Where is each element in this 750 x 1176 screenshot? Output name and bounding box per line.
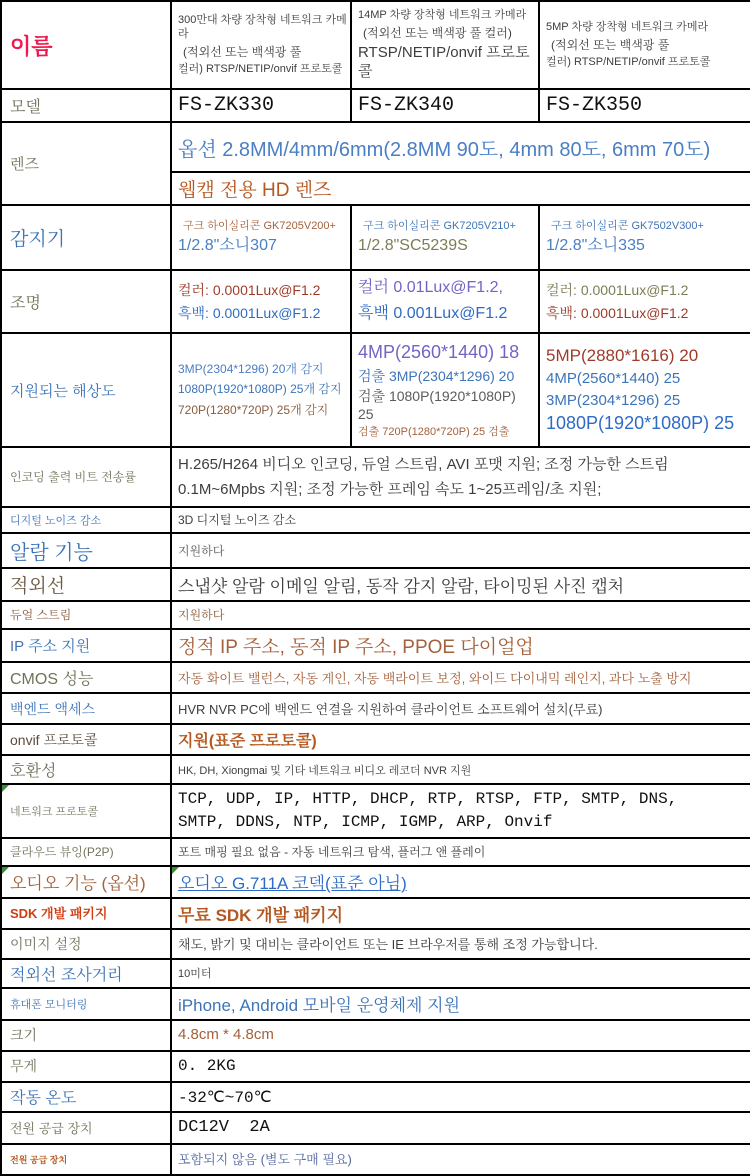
row-illumination (1, 270, 750, 333)
sensor-name: 1/2.8"SC5239S (358, 236, 468, 254)
row-weight (1, 1051, 750, 1082)
sdk-value: 무료 SDK 개발 패키지 (178, 905, 344, 925)
encoding-label: 인코딩 출력 비트 전송률 (10, 470, 136, 485)
illumination-label: 조명 (10, 295, 41, 313)
row-label-alarm (1, 533, 171, 568)
lens-webcam-value: 웹캠 전용 HD 렌즈 (178, 180, 332, 202)
lens-webcam-cell (171, 172, 750, 205)
image-settings-value: 채도, 밝기 및 대비는 클라이언트 또는 IE 브라우저를 통해 조정 가능합니다. (178, 936, 598, 952)
resolution-cell-zk350 (539, 333, 750, 447)
model-value-3 (539, 89, 750, 122)
encoding-line: H.265/H264 비디오 인코딩, 듀얼 스트림, AVI 포맷 지원; 조정 가능한 스트림 (178, 456, 669, 474)
compatibility-label: 호환성 (10, 763, 57, 781)
ir-distance-value-cell (171, 959, 750, 988)
row-name (1, 1, 750, 89)
sdk-value-cell (171, 898, 750, 929)
header-line: RTSP/NETIP/onvif 프로토콜 (358, 43, 530, 80)
ir-distance-value: 10미터 (178, 968, 212, 981)
row-cloud-viewing (1, 838, 750, 866)
size-value-cell (171, 1020, 750, 1051)
row-label-power-adapter-note (1, 1144, 171, 1175)
power-adapter-note-label: 전원 공급 장치 (10, 1155, 68, 1166)
power-adapter-note-value: 포함되지 않음 (별도 구매 필요) (178, 1152, 352, 1168)
infrared-label: 적외선 (10, 576, 66, 598)
mobile-monitoring-value: iPhone, Android 모바일 운영체제 지원 (178, 996, 461, 1016)
illumination-cell-zk350 (539, 270, 750, 333)
alarm-value: 지원하다 (178, 543, 225, 558)
header-cell-zk350 (539, 1, 750, 89)
power-supply-label: 전원 공급 장치 (10, 1120, 93, 1136)
row-label-image-settings (1, 929, 171, 959)
comment-marker-icon (172, 867, 179, 874)
weight-value: 0. 2KG (178, 1057, 236, 1076)
illumination-bw: 흑백: 0.0001Lux@F1.2 (546, 305, 689, 322)
audio-value-cell (171, 866, 750, 898)
resolution-line: 1080P(1920*1080P) 25 (546, 413, 735, 434)
header-cell-zk330 (171, 1, 351, 89)
sdk-label: SDK 개발 패키지 (10, 906, 108, 922)
sensor-cell-zk340 (351, 205, 539, 270)
row-label-compatibility (1, 755, 171, 784)
row-image-settings (1, 929, 750, 959)
backend-access-value: HVR NVR PC에 백엔드 연결을 지원하여 클라이언트 소프트웨어 설치(무료) (178, 701, 603, 717)
resolution-line: 1080P(1920*1080P) 25개 감지 (178, 382, 342, 397)
row-label-cmos (1, 662, 171, 693)
row-label-model (1, 89, 171, 122)
row-audio (1, 866, 750, 898)
row-label-onvif (1, 724, 171, 755)
row-ip-address (1, 629, 750, 662)
row-mobile-monitoring (1, 988, 750, 1020)
network-protocol-label: 네트워크 프로토콜 (10, 806, 99, 819)
model-number: FS-ZK340 (358, 94, 455, 118)
row-label-lens (1, 122, 171, 205)
cloud-viewing-label: 클라우드 뷰잉(P2P) (10, 844, 114, 859)
row-network-protocol (1, 784, 750, 838)
backend-access-label: 백엔드 액세스 (10, 700, 96, 717)
row-power-supply (1, 1112, 750, 1144)
row-resolution (1, 333, 750, 447)
name-label: 이름 (10, 33, 53, 59)
operating-temp-label: 작동 온도 (10, 1090, 77, 1108)
row-label-size (1, 1020, 171, 1051)
compatibility-value-cell (171, 755, 750, 784)
alarm-value-cell (171, 533, 750, 568)
infrared-value: 스냅샷 알람 이메일 알림, 동작 감지 알람, 타이밍된 사진 캡처 (178, 577, 625, 597)
resolution-cell-zk340 (351, 333, 539, 447)
model-number: FS-ZK350 (546, 94, 643, 118)
sensor-chip: 구크 하이실리콘 GK7502V300+ (551, 220, 704, 233)
infrared-value-cell (171, 568, 750, 601)
row-noise-reduction (1, 507, 750, 533)
onvif-value-cell (171, 724, 750, 755)
model-label: 모델 (10, 99, 41, 117)
cmos-value: 자동 화이트 밸런스, 자동 게인, 자동 백라이트 보정, 와이드 다이내믹 레인지, 과다 노출 방지 (178, 670, 692, 686)
row-compatibility (1, 755, 750, 784)
row-label-weight (1, 1051, 171, 1082)
header-line: 5MP 차량 장착형 네트워크 카메라 (546, 20, 709, 33)
row-alarm (1, 533, 750, 568)
resolution-line: 720P(1280*720P) 25개 감지 (178, 403, 329, 418)
power-adapter-note-value-cell (171, 1144, 750, 1175)
operating-temp-value: -32℃~70℃ (178, 1088, 272, 1107)
network-protocol-line: TCP, UDP, IP, HTTP, DHCP, RTP, RTSP, FTP, SMTP, DNS, (178, 790, 678, 809)
mobile-monitoring-label: 휴대폰 모니터링 (10, 998, 88, 1011)
row-encoding (1, 447, 750, 507)
resolution-line: 검출 1080P(1920*1080P) 25 (358, 387, 516, 422)
encoding-value-cell (171, 447, 750, 507)
noise-value-cell (171, 507, 750, 533)
row-backend-access (1, 693, 750, 724)
size-label: 크기 (10, 1027, 38, 1044)
row-sdk (1, 898, 750, 929)
dual-stream-label: 듀얼 스트림 (10, 608, 72, 623)
resolution-line: 4MP(2560*1440) 25 (546, 370, 681, 388)
sensor-chip: 구크 하이실리콘 GK7205V210+ (363, 220, 516, 233)
row-cmos (1, 662, 750, 693)
row-label-cloud-viewing (1, 838, 171, 866)
resolution-cell-zk330 (171, 333, 351, 447)
row-label-resolution (1, 333, 171, 447)
row-dual-stream (1, 601, 750, 629)
row-label-operating-temp (1, 1082, 171, 1112)
ir-distance-label: 적외선 조사거리 (10, 966, 123, 984)
comment-marker-icon (2, 867, 9, 874)
noise-label: 디지털 노이즈 감소 (10, 515, 102, 528)
row-lens (1, 122, 750, 172)
resolution-line: 3MP(2304*1296) 25 (546, 391, 681, 409)
mobile-monitoring-value-cell (171, 988, 750, 1020)
power-supply-value-cell (171, 1112, 750, 1144)
sensor-name: 1/2.8"소니307 (178, 236, 277, 254)
row-infrared (1, 568, 750, 601)
header-line: (적외선 또는 백색광 풀 (183, 44, 302, 59)
dual-stream-value-cell (171, 601, 750, 629)
row-label-sdk (1, 898, 171, 929)
ip-address-value: 정적 IP 주소, 동적 IP 주소, PPOE 다이얼업 (178, 637, 534, 659)
resolution-line: 검출 3MP(2304*1296) 20 (358, 367, 515, 384)
illumination-cell-zk330 (171, 270, 351, 333)
row-label-noise-reduction (1, 507, 171, 533)
audio-value: 오디오 G.711A 코덱(표준 아님) (178, 874, 407, 894)
row-onvif (1, 724, 750, 755)
resolution-line: 3MP(2304*1296) 20개 감지 (178, 361, 324, 376)
row-label-backend-access (1, 693, 171, 724)
model-value-1 (171, 89, 351, 122)
header-line: (적외선 또는 백색광 풀 컬러) (363, 25, 512, 40)
ip-address-value-cell (171, 629, 750, 662)
compatibility-value: HK, DH, Xiongmai 및 기타 네트워크 비디오 레코더 NVR 지원 (178, 764, 472, 777)
lens-option-value: 옵션 2.8MM/4mm/6mm(2.8MM 90도, 4mm 80도, 6mm 70도) (178, 138, 711, 161)
network-protocol-value-cell (171, 784, 750, 838)
sensor-name: 1/2.8"소니335 (546, 236, 645, 254)
resolution-line: 5MP(2880*1616) 20 (546, 346, 699, 365)
row-label-name (1, 1, 171, 89)
cmos-label: CMOS 성능 (10, 671, 94, 689)
row-label-dual-stream (1, 601, 171, 629)
illumination-color: 컬러: 0.0001Lux@F1.2 (178, 282, 321, 299)
power-supply-value: DC12V 2A (178, 1118, 270, 1138)
row-label-ip-address (1, 629, 171, 662)
header-line: 14MP 차량 장착형 네트워크 카메라 (358, 9, 527, 21)
cloud-viewing-value-cell (171, 838, 750, 866)
illumination-bw: 흑백: 0.0001Lux@F1.2 (178, 305, 321, 322)
model-value-2 (351, 89, 539, 122)
illumination-color: 컬러 0.01Lux@F1.2, (358, 279, 503, 297)
sensor-label: 감지기 (10, 229, 66, 251)
row-ir-distance (1, 959, 750, 988)
row-operating-temp (1, 1082, 750, 1112)
lens-option-cell (171, 122, 750, 172)
resolution-line: 4MP(2560*1440) 18 (358, 342, 520, 363)
lens-label: 렌즈 (10, 156, 39, 174)
header-line: 컬러) RTSP/NETIP/onvif 프로토콜 (178, 62, 343, 75)
onvif-value: 지원(표준 프로토콜) (178, 733, 317, 751)
onvif-label: onvif 프로토콜 (10, 731, 98, 748)
row-label-network-protocol (1, 784, 171, 838)
row-label-encoding (1, 447, 171, 507)
size-value: 4.8cm * 4.8cm (178, 1026, 274, 1044)
sensor-chip: 구크 하이실리콘 GK7205V200+ (183, 220, 336, 233)
image-settings-label: 이미지 설정 (10, 935, 82, 952)
comment-marker-icon (2, 785, 9, 792)
illumination-cell-zk340 (351, 270, 539, 333)
image-settings-value-cell (171, 929, 750, 959)
row-size (1, 1020, 750, 1051)
row-model (1, 89, 750, 122)
row-power-adapter-note (1, 1144, 750, 1175)
header-line: 컬러) RTSP/NETIP/onvif 프로토콜 (546, 55, 711, 68)
encoding-line: 0.1M~6Mpbs 지원; 조정 가능한 프레임 속도 1~25프레임/초 지원; (178, 480, 602, 498)
row-sensor (1, 205, 750, 270)
sensor-cell-zk330 (171, 205, 351, 270)
header-line: 300만대 차량 장착형 네트워크 카메라 (178, 14, 347, 40)
cloud-viewing-value: 포트 매핑 필요 없음 - 자동 네트워크 탐색, 플러그 앤 플레이 (178, 844, 486, 859)
model-number: FS-ZK330 (178, 94, 275, 118)
row-label-infrared (1, 568, 171, 601)
backend-access-value-cell (171, 693, 750, 724)
cmos-value-cell (171, 662, 750, 693)
network-protocol-line: SMTP, DDNS, NTP, ICMP, IGMP, ARP, Onvif (178, 813, 553, 832)
ip-address-label: IP 주소 지원 (10, 638, 91, 656)
dual-stream-value: 지원하다 (178, 608, 225, 623)
illumination-color: 컬러: 0.0001Lux@F1.2 (546, 282, 689, 299)
row-label-power-supply (1, 1112, 171, 1144)
noise-value: 3D 디지털 노이즈 감소 (178, 513, 297, 528)
resolution-label: 지원되는 해상도 (10, 382, 116, 400)
alarm-label: 알람 기능 (10, 542, 93, 565)
row-label-mobile-monitoring (1, 988, 171, 1020)
sensor-cell-zk350 (539, 205, 750, 270)
row-label-ir-distance (1, 959, 171, 988)
row-label-audio (1, 866, 171, 898)
audio-label: 오디오 기능 (옵션) (10, 874, 146, 894)
operating-temp-value-cell (171, 1082, 750, 1112)
row-label-illumination (1, 270, 171, 333)
row-label-sensor (1, 205, 171, 270)
header-cell-zk340 (351, 1, 539, 89)
resolution-line: 검출 720P(1280*720P) 25 검출 (358, 426, 510, 439)
weight-label: 무게 (10, 1058, 38, 1075)
header-line: (적외선 또는 백색광 풀 (551, 37, 670, 52)
weight-value-cell (171, 1051, 750, 1082)
illumination-bw: 흑백 0.001Lux@F1.2 (358, 305, 508, 323)
